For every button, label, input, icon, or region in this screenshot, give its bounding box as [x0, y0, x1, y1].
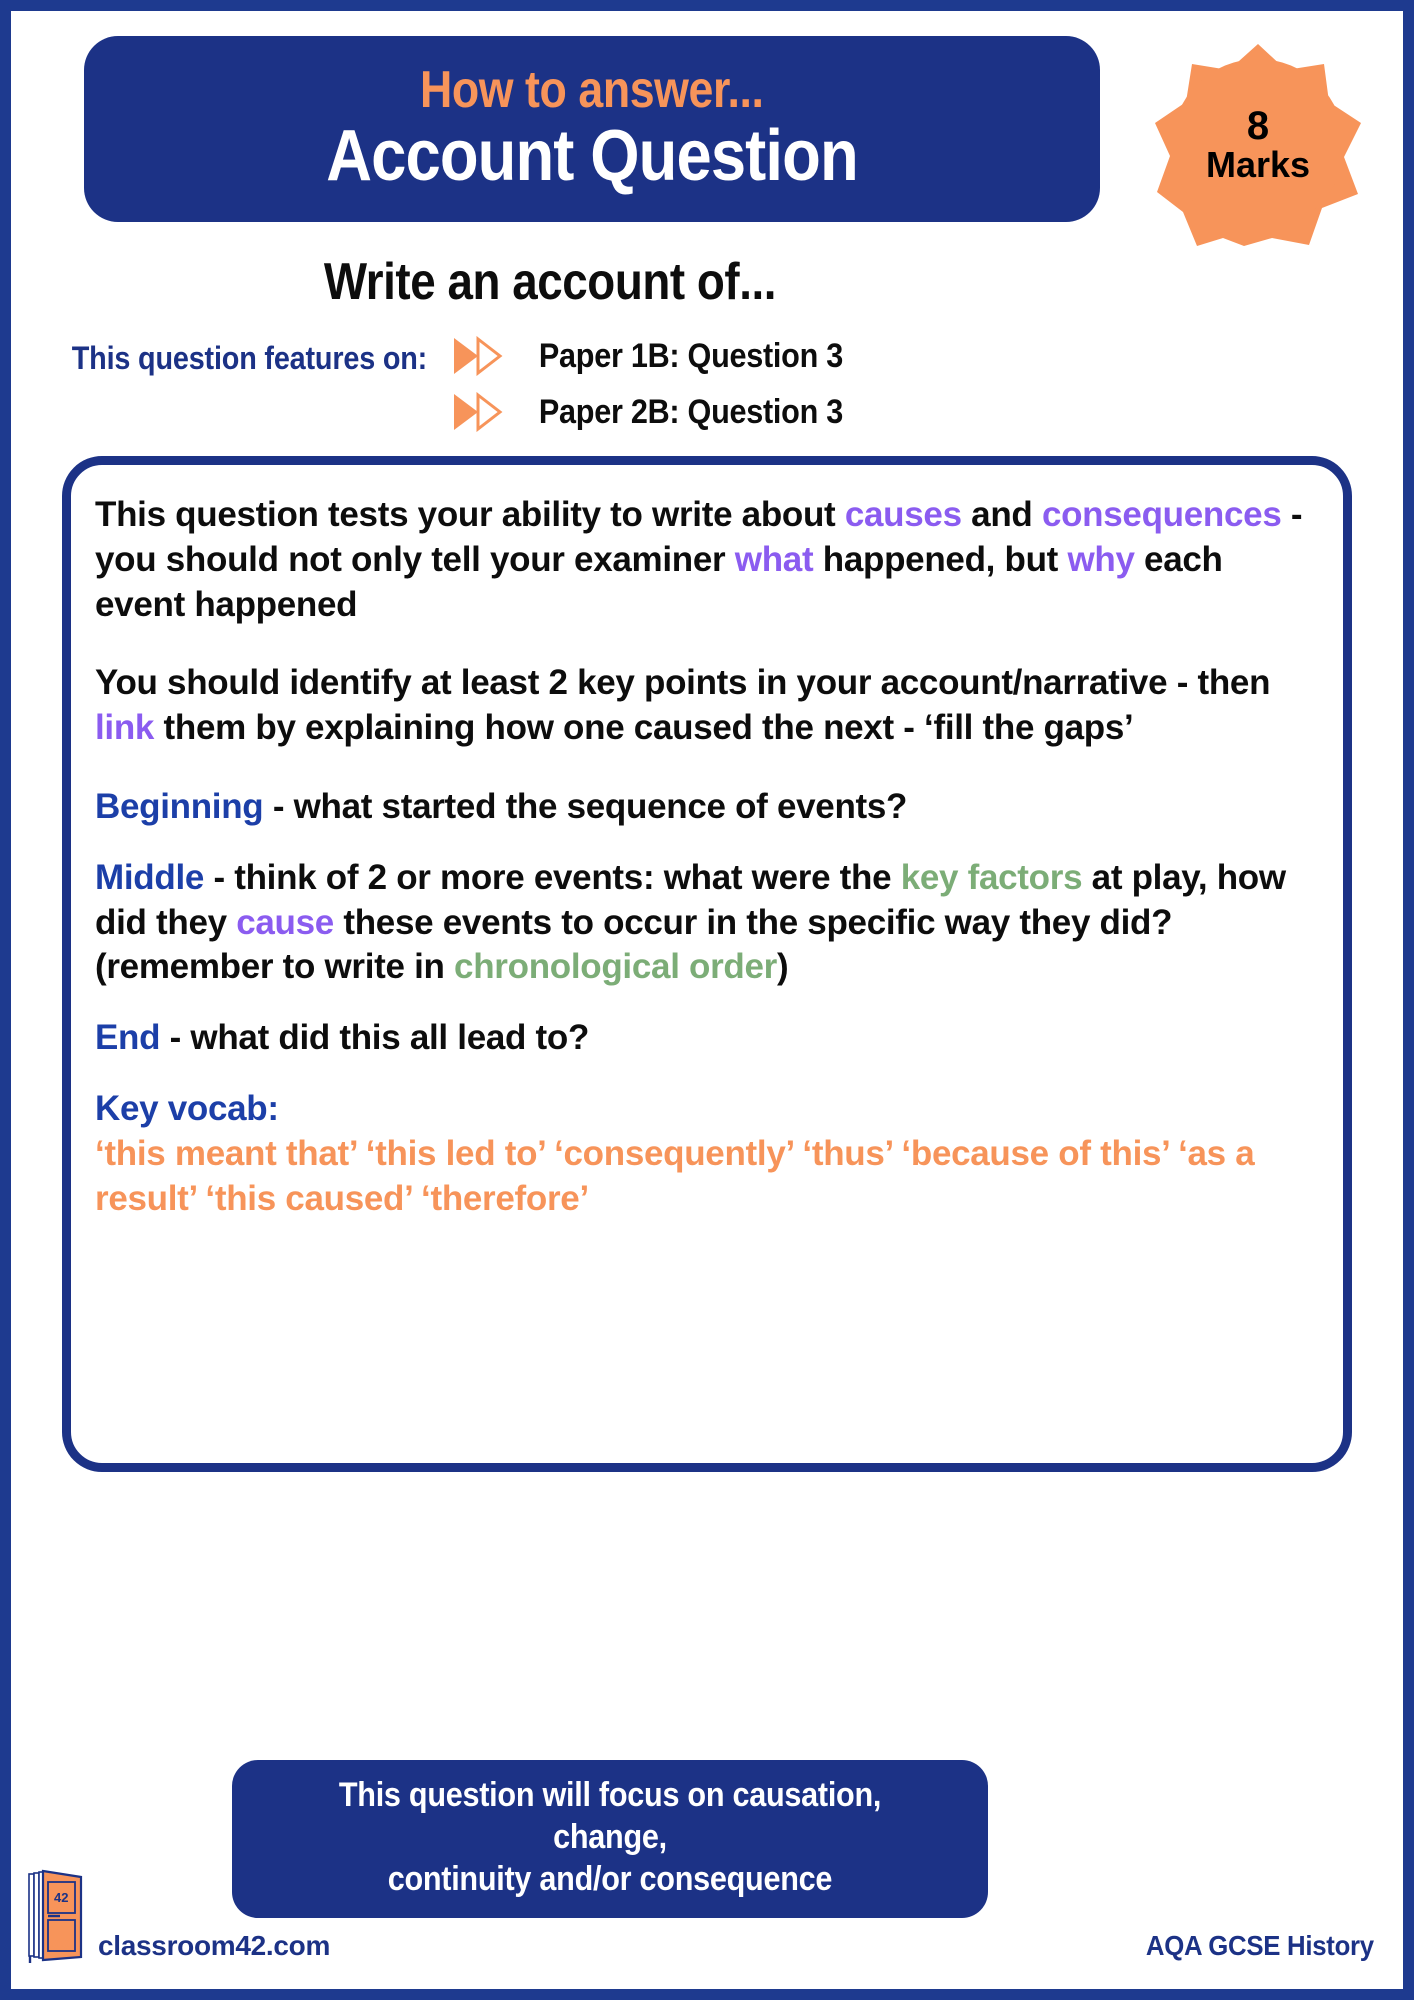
paper-reference-text: Paper 1B: Question 3	[538, 336, 843, 375]
keyword-key-factors: key factors	[900, 857, 1083, 897]
frame-border-right	[1403, 0, 1414, 2000]
p1-part-5: each event happened	[95, 539, 1223, 624]
svg-text:42: 42	[54, 1890, 69, 1905]
guidance-paragraph-1	[95, 493, 1319, 627]
marks-badge	[1153, 40, 1363, 250]
guidance-paragraph-2	[95, 661, 1319, 751]
keyword-why: why	[1067, 539, 1135, 579]
guidance-middle	[95, 856, 1319, 990]
end-text: - what did this all lead to?	[160, 1018, 590, 1058]
middle-part-2: at play, how did they	[95, 857, 1286, 942]
paper-reference-label	[522, 337, 860, 376]
focus-callout-line-2: continuity and/or consequence	[387, 1860, 833, 1899]
p1-part-4: happened, but	[813, 539, 1068, 579]
keyword-chronological-order: chronological order	[454, 947, 778, 987]
page-subtitle-text: Write an account of...	[323, 253, 777, 311]
label-middle: Middle	[95, 857, 205, 897]
beginning-text: - what started the sequence of events?	[263, 786, 908, 826]
footer-exam-board	[1136, 1930, 1384, 1962]
marks-label: Marks	[1205, 144, 1311, 186]
middle-part-4: )	[777, 947, 789, 987]
paper-reference-text: Paper 2B: Question 3	[538, 392, 843, 431]
guidance-key-vocab	[95, 1087, 1319, 1221]
p1-part-1: This question tests your ability to write about	[95, 495, 845, 534]
paper-reference-label	[522, 393, 860, 432]
frame-border-top	[0, 0, 1414, 11]
footer-exam-board-text: AQA GCSE History	[1146, 1930, 1375, 1961]
key-vocab-phrases: ‘this meant that’ ‘this led to’ ‘consequently’ ‘thus’ ‘because of this’ ‘as a result’ ‘this caused’ ‘therefore’	[95, 1133, 1255, 1218]
door-42-logo-icon	[26, 1868, 88, 1964]
guidance-end	[95, 1016, 1319, 1061]
marks-badge-text	[1153, 40, 1363, 250]
guidance-beginning	[95, 785, 1319, 830]
double-chevron-right-icon	[452, 336, 504, 376]
header-banner	[84, 36, 1100, 222]
keyword-link: link	[95, 708, 155, 748]
double-chevron-right-icon	[452, 392, 504, 432]
page-subtitle	[0, 252, 1100, 312]
guidance-content-box	[62, 456, 1352, 1472]
page-title: Account Question	[326, 115, 858, 196]
label-beginning: Beginning	[95, 786, 264, 826]
keyword-causes: causes	[844, 495, 962, 534]
paper-reference-row	[452, 336, 860, 376]
header-eyebrow: How to answer...	[420, 60, 764, 119]
focus-callout	[232, 1760, 988, 1918]
label-key-vocab: Key vocab:	[95, 1088, 279, 1128]
footer-brand-text: classroom42.com	[98, 1930, 331, 1961]
paper-reference-row	[452, 392, 860, 432]
p2-part-2: them by explaining how one caused the next - ‘fill the gaps’	[154, 708, 1134, 748]
keyword-cause: cause	[236, 902, 334, 942]
focus-callout-line-1: This question will focus on causation, change,	[338, 1776, 882, 1857]
features-on-label-text: This question features on:	[71, 340, 428, 376]
marks-number: 8	[1246, 104, 1270, 149]
middle-part-1: - think of 2 or more events: what were the	[204, 857, 901, 897]
frame-border-bottom	[0, 1989, 1414, 2000]
p2-part-1: You should identify at least 2 key points in your account/narrative - then	[95, 663, 1271, 703]
p1-part-3: - you should not only tell your examiner	[95, 495, 1303, 579]
features-on-label	[52, 340, 447, 377]
keyword-consequences: consequences	[1041, 495, 1282, 534]
guidance-content	[95, 493, 1319, 1221]
middle-part-3: these events to occur in the specific way they did? (remember to write in	[95, 902, 1173, 987]
keyword-what: what	[734, 539, 814, 579]
label-end: End	[95, 1018, 161, 1058]
footer-logo[interactable]	[26, 1868, 330, 1964]
p1-part-2: and	[961, 495, 1042, 534]
